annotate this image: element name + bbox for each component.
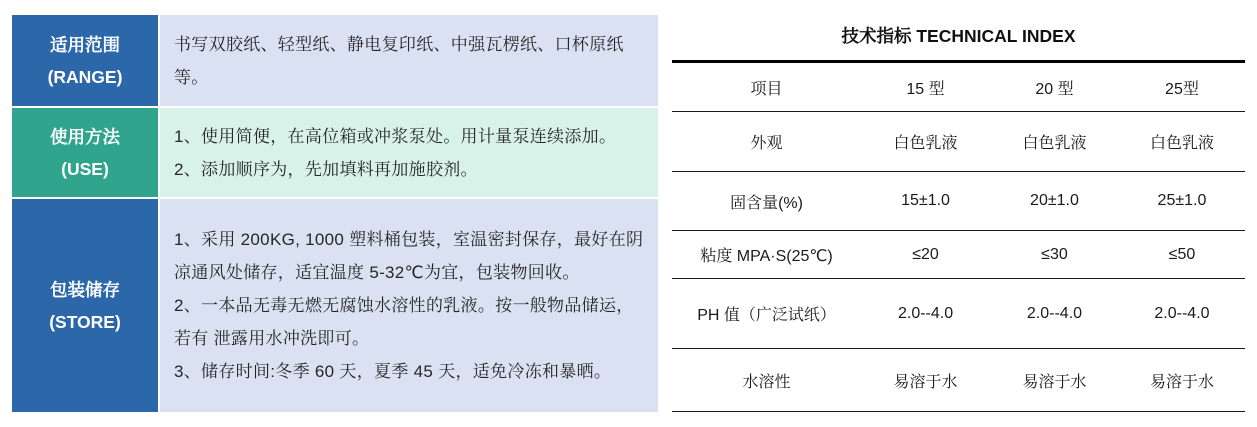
index-data-row	[672, 279, 1245, 349]
index-data-row	[672, 112, 1245, 172]
index-data-row	[672, 172, 1245, 231]
index-data-row	[672, 349, 1245, 412]
spec-label-en: (STORE)	[49, 311, 121, 332]
index-cell: ≤20	[861, 231, 990, 279]
spec-label-cn: 使用方法	[50, 126, 120, 147]
index-cell: 易溶于水	[990, 349, 1119, 412]
spec-label-cn: 包装储存	[50, 279, 120, 300]
index-cell: 2.0--4.0	[861, 279, 990, 349]
spec-row	[12, 108, 658, 197]
index-cell: 2.0--4.0	[1119, 279, 1245, 349]
technical-index-body	[672, 62, 1245, 412]
product-spec-table	[12, 15, 658, 412]
index-cell: 25±1.0	[1119, 172, 1245, 231]
spec-row-label	[12, 199, 158, 412]
spec-row	[12, 199, 658, 412]
technical-index-title: 技术指标 TECHNICAL INDEX	[841, 26, 1076, 46]
spec-content-line: 书写双胶纸、轻型纸、静电复印纸、中强瓦楞纸、口杯原纸等。	[174, 34, 624, 87]
index-cell: ≤30	[990, 231, 1119, 279]
spec-row-label	[12, 108, 158, 197]
technical-index-table	[672, 60, 1245, 412]
index-cell: 20±1.0	[990, 172, 1119, 231]
index-cell: 易溶于水	[861, 349, 990, 412]
index-cell: 25型	[1119, 62, 1245, 112]
index-data-row	[672, 231, 1245, 279]
spec-content-line: 1、使用简便，在高位箱或冲浆泵处。用计量泵连续添加。	[174, 126, 617, 146]
spec-content-line: 2、一本品无毒无燃无腐蚀水溶性的乳液。按一般物品储运，若有 泄露用水冲洗即可。	[174, 296, 634, 348]
spec-content-line: 3、储存时间:冬季 60 天，夏季 45 天，适免冷冻和暴晒。	[174, 362, 612, 381]
spec-content-line: 2、添加顺序为，先加填料再加施胶剂。	[174, 159, 478, 179]
spec-label-cn: 适用范围	[50, 34, 120, 55]
spec-row	[12, 15, 658, 106]
index-cell: ≤50	[1119, 231, 1245, 279]
index-row-label: 固含量(%)	[672, 172, 861, 231]
spec-row-content	[160, 108, 658, 197]
index-cell: 白色乳液	[861, 112, 990, 172]
index-cell: 白色乳液	[1119, 112, 1245, 172]
spec-row-content	[160, 15, 658, 106]
spec-row-content	[160, 199, 658, 412]
index-row-label: 粘度 MPA·S(25℃)	[672, 231, 861, 279]
technical-index-panel	[672, 15, 1245, 412]
spec-row-label	[12, 15, 158, 106]
spec-content-line: 1、采用 200KG, 1000 塑料桶包装，室温密封保存，最好在阴凉通风处储存，适宜温度 5-32℃为宜，包装物回收。	[174, 230, 644, 282]
index-cell: 15±1.0	[861, 172, 990, 231]
spec-label-en: (USE)	[61, 158, 109, 179]
index-row-label: 水溶性	[672, 349, 861, 412]
index-row-label: PH 值（广泛试纸）	[672, 279, 861, 349]
index-cell: 2.0--4.0	[990, 279, 1119, 349]
index-row-label: 项目	[672, 62, 861, 112]
spec-label-en: (RANGE)	[47, 66, 123, 87]
index-cell: 易溶于水	[1119, 349, 1245, 412]
index-header-row	[672, 62, 1245, 112]
index-row-label: 外观	[672, 112, 861, 172]
index-cell: 15 型	[861, 62, 990, 112]
index-cell: 白色乳液	[990, 112, 1119, 172]
index-cell: 20 型	[990, 62, 1119, 112]
